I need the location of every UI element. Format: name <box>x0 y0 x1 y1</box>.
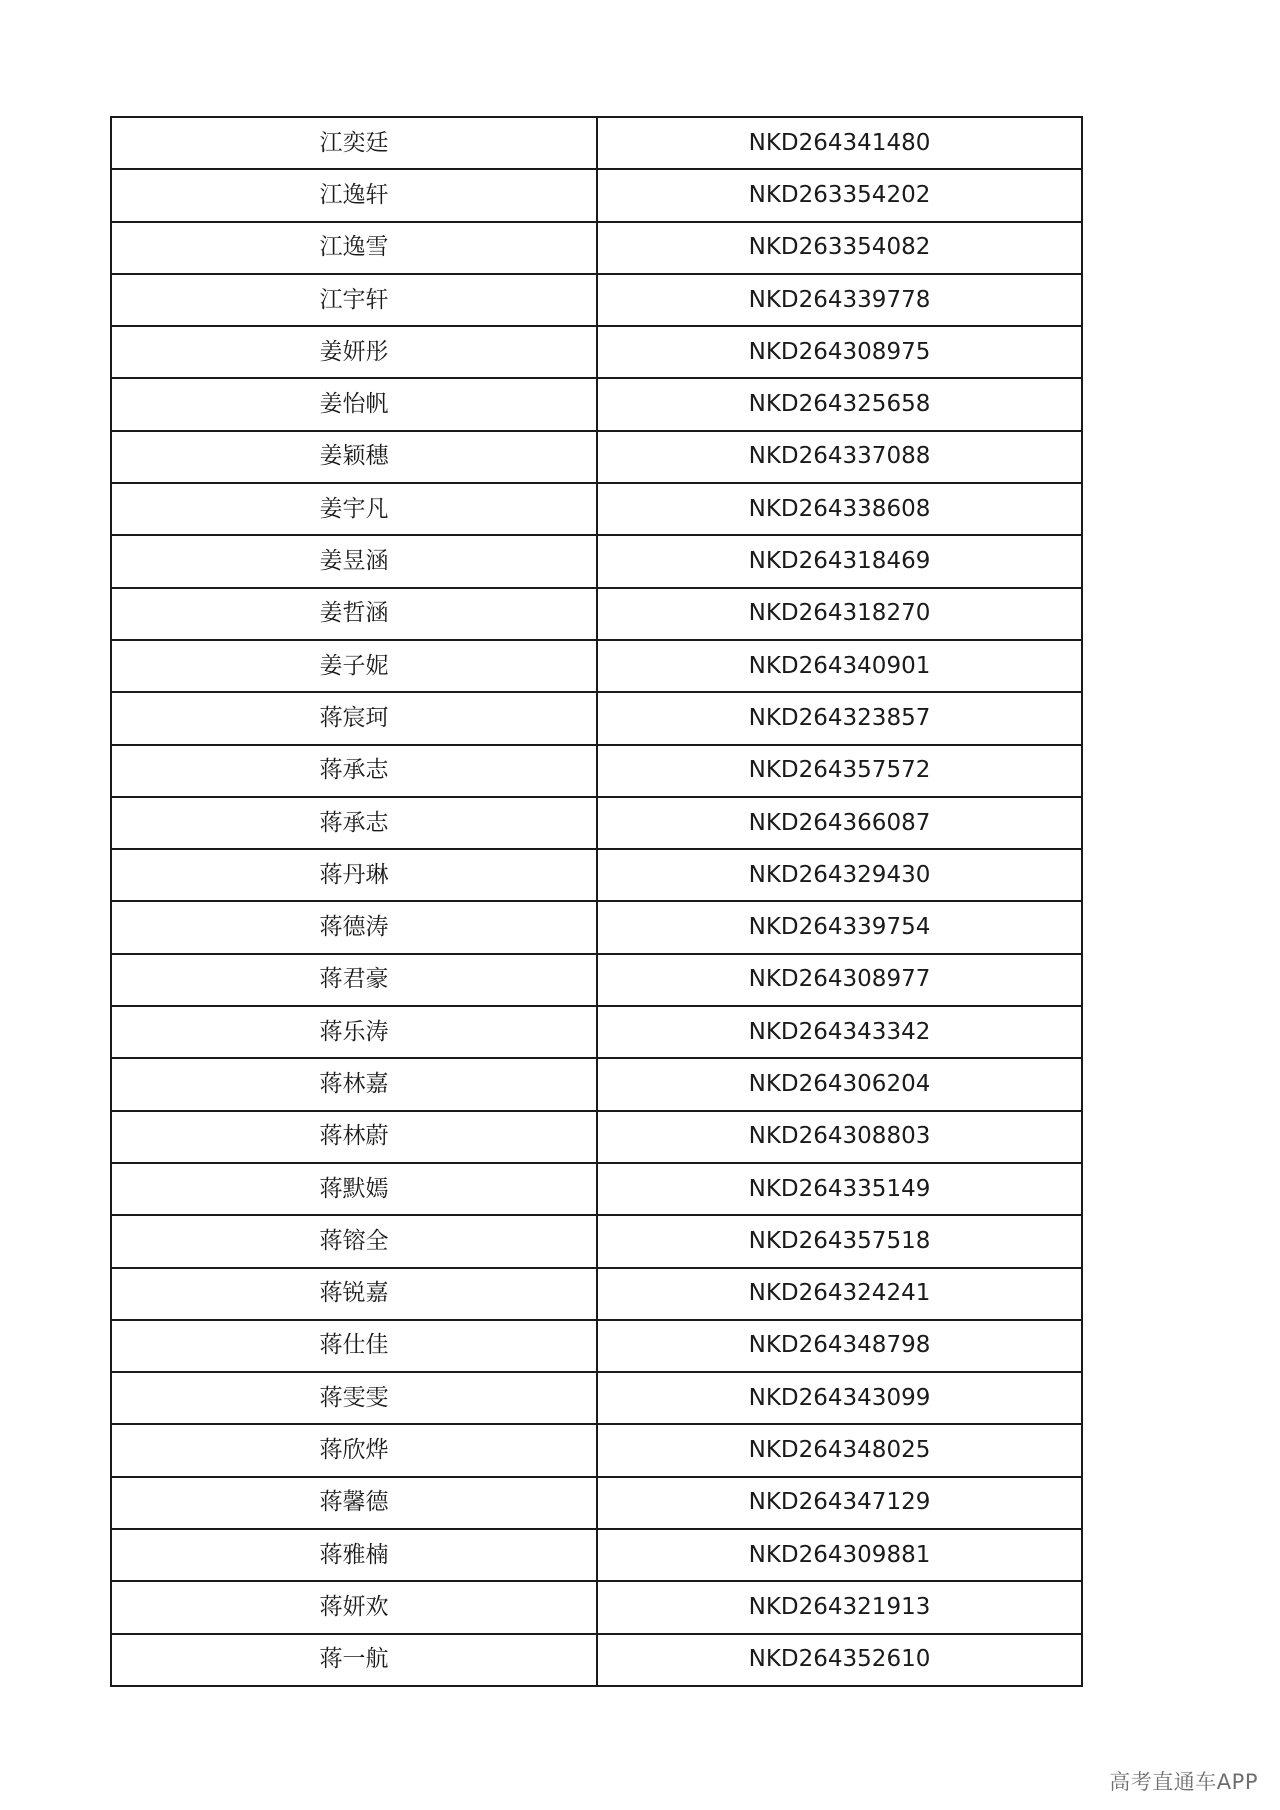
table-row <box>111 745 1082 797</box>
registration-id-cell: NKD264338608 <box>597 483 1082 535</box>
table-row <box>111 1215 1082 1267</box>
table-row <box>111 117 1082 169</box>
table-row <box>111 169 1082 221</box>
registration-id-cell: NKD264308803 <box>597 1111 1082 1163</box>
table-row <box>111 1058 1082 1110</box>
student-name-cell: 姜颖穗 <box>111 431 597 483</box>
registration-id-cell: NKD264324241 <box>597 1268 1082 1320</box>
student-name-cell: 蒋雅楠 <box>111 1529 597 1581</box>
table-row <box>111 1581 1082 1633</box>
registration-id-cell: NKD264343099 <box>597 1372 1082 1424</box>
table-row <box>111 1529 1082 1581</box>
student-name-cell: 蒋锐嘉 <box>111 1268 597 1320</box>
registration-id-cell: NKD264341480 <box>597 117 1082 169</box>
registration-id-cell: NKD264329430 <box>597 849 1082 901</box>
student-name-cell: 蒋承志 <box>111 797 597 849</box>
registration-id-cell: NKD264318270 <box>597 588 1082 640</box>
table-row <box>111 797 1082 849</box>
registration-id-cell: NKD264352610 <box>597 1634 1082 1686</box>
registration-id-cell: NKD264357572 <box>597 745 1082 797</box>
table-row <box>111 378 1082 430</box>
student-name-cell: 蒋丹琳 <box>111 849 597 901</box>
student-name-cell: 蒋默嫣 <box>111 1163 597 1215</box>
registration-id-cell: NKD264347129 <box>597 1477 1082 1529</box>
student-name-cell: 蒋君豪 <box>111 954 597 1006</box>
table-row <box>111 1477 1082 1529</box>
student-name-cell: 姜宇凡 <box>111 483 597 535</box>
registration-id-cell: NKD264308977 <box>597 954 1082 1006</box>
student-name-cell: 蒋一航 <box>111 1634 597 1686</box>
registration-id-cell: NKD264321913 <box>597 1581 1082 1633</box>
student-name-cell: 蒋林蔚 <box>111 1111 597 1163</box>
watermark-text: 高考直通车APP <box>1109 1770 1258 1794</box>
registration-id-cell: NKD264339778 <box>597 274 1082 326</box>
table-row <box>111 1006 1082 1058</box>
student-name-cell: 蒋馨德 <box>111 1477 597 1529</box>
registration-id-cell: NKD264318469 <box>597 535 1082 587</box>
student-name-cell: 蒋雯雯 <box>111 1372 597 1424</box>
registration-id-cell: NKD263354082 <box>597 222 1082 274</box>
student-name-cell: 姜哲涵 <box>111 588 597 640</box>
table-row <box>111 901 1082 953</box>
student-name-cell: 姜昱涵 <box>111 535 597 587</box>
registration-id-cell: NKD264339754 <box>597 901 1082 953</box>
table-row <box>111 1424 1082 1476</box>
roster-body <box>111 117 1082 1686</box>
registration-id-cell: NKD264366087 <box>597 797 1082 849</box>
table-row <box>111 849 1082 901</box>
registration-id-cell: NKD264323857 <box>597 692 1082 744</box>
table-row <box>111 1372 1082 1424</box>
student-name-cell: 姜妍彤 <box>111 326 597 378</box>
registration-id-cell: NKD264325658 <box>597 378 1082 430</box>
table-row <box>111 274 1082 326</box>
registration-id-cell: NKD264335149 <box>597 1163 1082 1215</box>
table-row <box>111 692 1082 744</box>
student-name-cell: 江奕廷 <box>111 117 597 169</box>
registration-id-cell: NKD264348025 <box>597 1424 1082 1476</box>
registration-id-cell: NKD264309881 <box>597 1529 1082 1581</box>
table-row <box>111 1268 1082 1320</box>
registration-id-cell: NKD264308975 <box>597 326 1082 378</box>
registration-id-cell: NKD264337088 <box>597 431 1082 483</box>
registration-id-cell: NKD264343342 <box>597 1006 1082 1058</box>
table-row <box>111 954 1082 1006</box>
table-row <box>111 431 1082 483</box>
student-name-cell: 蒋镕全 <box>111 1215 597 1267</box>
student-name-cell: 蒋妍欢 <box>111 1581 597 1633</box>
student-name-cell: 蒋承志 <box>111 745 597 797</box>
student-name-cell: 江宇轩 <box>111 274 597 326</box>
student-name-cell: 姜子妮 <box>111 640 597 692</box>
table-row <box>111 535 1082 587</box>
student-name-cell: 蒋仕佳 <box>111 1320 597 1372</box>
student-name-cell: 姜怡帆 <box>111 378 597 430</box>
table-row <box>111 1163 1082 1215</box>
student-name-cell: 蒋欣烨 <box>111 1424 597 1476</box>
table-row <box>111 1634 1082 1686</box>
registration-id-cell: NKD264340901 <box>597 640 1082 692</box>
registration-id-cell: NKD264357518 <box>597 1215 1082 1267</box>
student-name-cell: 蒋宸珂 <box>111 692 597 744</box>
table-row <box>111 1111 1082 1163</box>
registration-id-cell: NKD263354202 <box>597 169 1082 221</box>
table-row <box>111 222 1082 274</box>
table-row <box>111 588 1082 640</box>
student-name-cell: 江逸轩 <box>111 169 597 221</box>
table-row <box>111 326 1082 378</box>
table-row <box>111 1320 1082 1372</box>
student-name-cell: 蒋德涛 <box>111 901 597 953</box>
registration-id-cell: NKD264306204 <box>597 1058 1082 1110</box>
table-row <box>111 640 1082 692</box>
table-row <box>111 483 1082 535</box>
registration-id-cell: NKD264348798 <box>597 1320 1082 1372</box>
student-name-cell: 江逸雪 <box>111 222 597 274</box>
roster-table <box>110 116 1083 1687</box>
student-name-cell: 蒋林嘉 <box>111 1058 597 1110</box>
student-name-cell: 蒋乐涛 <box>111 1006 597 1058</box>
